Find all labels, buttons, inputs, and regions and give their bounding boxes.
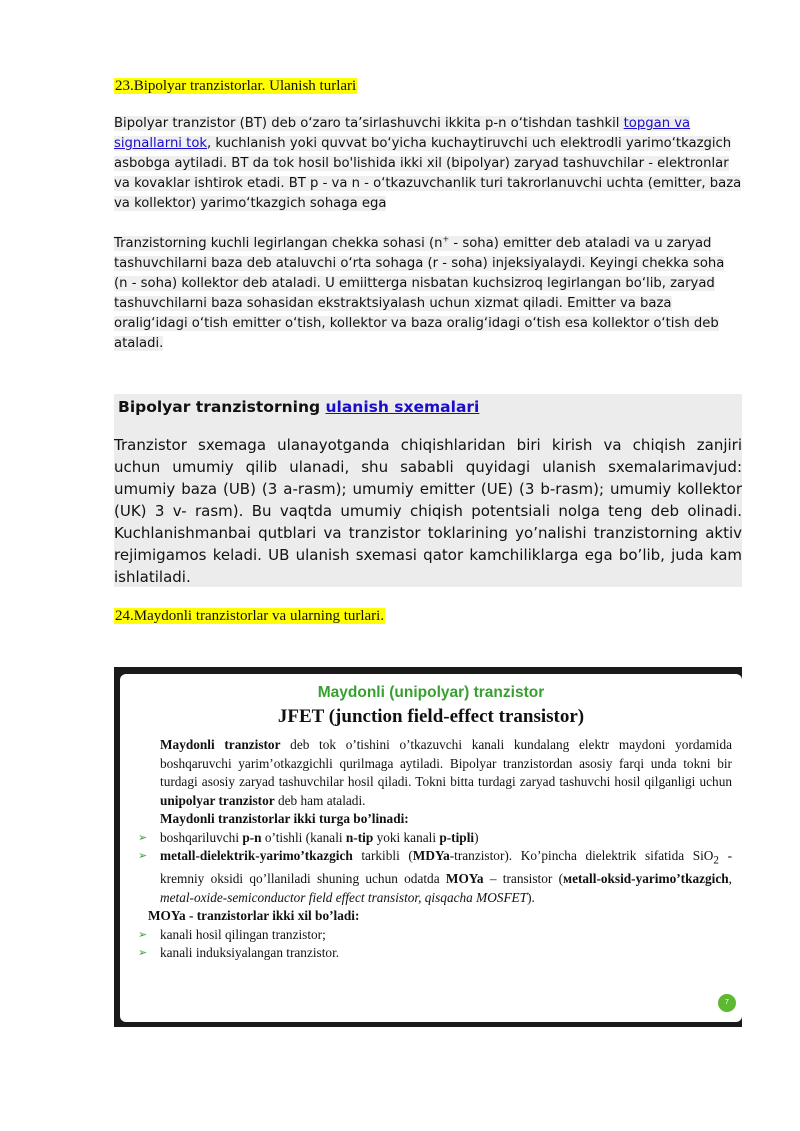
jfet-slide-image bbox=[114, 667, 742, 1027]
slide-types-heading: Maydonli tranzistorlar ikki turga bo’linadi: bbox=[160, 811, 409, 826]
link-topgan-va-signallarni-tok[interactable]: topgan va signallarni tok bbox=[114, 116, 691, 151]
paragraph-emitter-description: Tranzistorning kuchli legirlangan chekka sohasi (n+ - soha) emitter deb ataladi va u zaryad tashuvchilarni baza deb ataluvchi o‘rta sohaga (r - soha) injeksiyalaydi. Keyingi chekka soha (n - soha) kollektor deb ataladi. U emiitterga nisbatan kuchsizroq legirlangan bo‘lib, zaryad tashuvchilarni baza sohasidan ekstraktsiyalash uchun xizmat qiladi. Emitter va baza oralig‘idagi o‘tish emitter o‘tish, kollektor va baza oralig‘idagi o‘tish esa kollektor o‘tish deb ataladi. bbox=[114, 234, 725, 351]
paragraph-bipolar-definition: Bipolyar tranzistor (BT) deb o‘zaro ta’sirlashuvchi ikkita p-n o‘tishdan tashkil topgan va signallarni tok, kuchlanish yoki quvvat bo‘yicha kuchaytiruvchi uch elektrodli yarimo‘tkazgich asbobga aytiladi. BT da tok hosil bo'lishida ikki xil (bipolyar) zaryad tashuvchilar - elektronlar va kovaklar ishtirok etadi. BT p - va n - o‘tkazuvchanlik turi takrorlanuvchi uchta (emitter, baza va kollektor) yarimo‘tkazgich sohaga ega bbox=[114, 116, 742, 211]
slide-green-title: Maydonli (unipolyar) tranzistor bbox=[317, 684, 545, 701]
slide-title: JFET (junction field-effect transistor) bbox=[277, 706, 585, 727]
section-24-title: 24.Maydonli tranzistorlar va ularning turlari. bbox=[115, 608, 385, 624]
slide-body bbox=[138, 736, 732, 963]
connection-schemes-heading: Bipolyar tranzistorning ulanish sxemalari bbox=[118, 398, 480, 416]
arrow-bullet-icon: ➢ bbox=[138, 928, 148, 941]
paragraph-connection-schemes: Tranzistor sxemaga ulanayotganda chiqishlaridan biri kirish va chiqish zanjiri uchun umumiy qilib ulanadi, shu sababli quyidagi ulanish sxemalarimavjud: umumiy baza (UB) (3 a-rasm); umumiy emitter (UE) (3 b-rasm); umumiy kollektor (UK) 3 v- rasm). Bu vaqtda umumiy chiqish potentsiali nolga teng deb olinadi. Kuchlanishmanbai qutblari va tranzistor toklarining yo’nalishi tranzistorning aktiv rejimigamos keladi. UB ulanish sxemasi qator kamchiliklarga ega bo’lib, juda kam ishlatiladi. bbox=[114, 436, 742, 586]
slide-moya-item-2: ➢ kanali induksiyalangan tranzistor. bbox=[138, 944, 732, 963]
arrow-bullet-icon: ➢ bbox=[138, 831, 148, 844]
section-23-title: 23.Bipolyar tranzistorlar. Ulanish turlari bbox=[115, 78, 357, 94]
slide-moya-heading: MOYa - tranzistorlar ikki xil bo’ladi: bbox=[148, 908, 360, 924]
slide-intro: Maydonli tranzistor deb tok o’tishini o’tkazuvchi kanali kundalang elektr maydoni yordamida boshqaruvchi yarim’otkazgichli qurilmaga aytiladi. Bipolyar tranzistordan asosiy farqi unda tokni bir turdagi asosiy zaryad tashuvchilar hosil qiladi. Tokni bitta turdagi zaryad tashuvchi hosil qilganligi uchun unipolyar tranzistor deb ham ataladi. bbox=[160, 737, 732, 808]
link-ulanish-sxemalari[interactable]: ulanish sxemalari bbox=[325, 398, 480, 416]
arrow-bullet-icon: ➢ bbox=[138, 850, 148, 862]
slide-type-1: ➢ boshqariluvchi p-n o’tishli (kanali n-tip yoki kanali p-tipli) bbox=[138, 829, 732, 848]
slide-page-number: 7 bbox=[718, 994, 736, 1012]
arrow-bullet-icon: ➢ bbox=[138, 947, 148, 960]
slide-moya-item-1: ➢ kanali hosil qilingan tranzistor; bbox=[138, 926, 732, 945]
slide-type-2: ➢ metall-dielektrik-yarimo’tkazgich tarkibli (MDYa-tranzistor). Ko’pincha dielektrik sifatida SiO$_2$ - kremniy oksidi qo’llaniladi shuning uchun odatda MOYa – transistor (мetall-oksid-yarimo’tkazgich, metal-oxide-semiconductor field effect transistor, qisqacha MOSFET). bbox=[138, 847, 732, 907]
